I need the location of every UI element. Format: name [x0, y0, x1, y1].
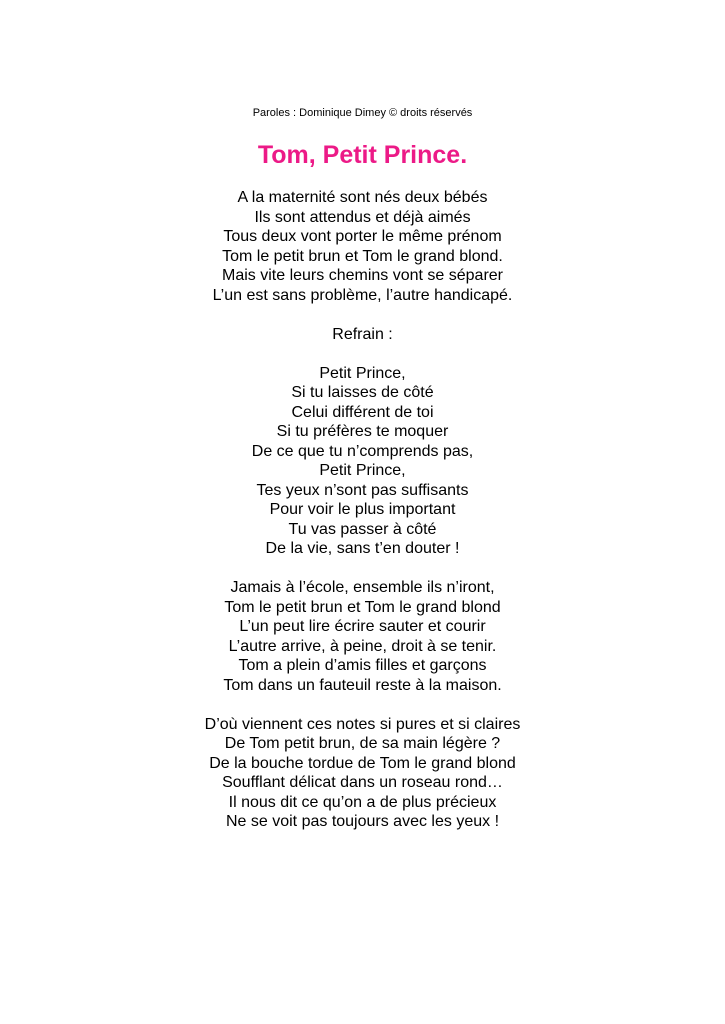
- lyric-line: De Tom petit brun, de sa main légère ?: [224, 735, 501, 752]
- lyric-line: Tom le petit brun et Tom le grand blond.: [222, 247, 503, 265]
- refrain-label: Refrain :: [332, 325, 393, 343]
- stanza-verse-3: [0, 715, 725, 832]
- lyric-line: Si tu laisses de côté: [291, 384, 434, 401]
- lyric-line: Ils sont attendus et déjà aimés: [254, 208, 471, 226]
- lyrics-credits: Paroles : Dominique Dimey © droits réservés: [252, 107, 473, 119]
- lyrics-body: [0, 188, 725, 851]
- lyric-line: Tom le petit brun et Tom le grand blond: [224, 598, 501, 616]
- song-title: Tom, Petit Prince.: [257, 141, 468, 169]
- lyric-line: Mais vite leurs chemins vont se séparer: [222, 267, 503, 284]
- lyric-line: Petit Prince,: [319, 462, 406, 479]
- lyric-line: Soufflant délicat dans un roseau rond…: [222, 774, 503, 791]
- lyric-line: L’un est sans problème, l’autre handicapé.: [212, 286, 513, 304]
- lyric-line: Jamais à l’école, ensemble ils n’iront,: [230, 579, 495, 596]
- stanza-refrain: [0, 364, 725, 559]
- lyric-line: Tes yeux n’sont pas suffisants: [256, 481, 469, 499]
- lyric-line: De la vie, sans t’en douter !: [265, 540, 460, 557]
- lyric-line: De ce que tu n’comprends pas,: [251, 442, 474, 460]
- lyric-line: D’où viennent ces notes si pures et si claires: [204, 715, 521, 733]
- stanza-verse-2: [0, 578, 725, 695]
- lyric-line: Petit Prince,: [319, 364, 406, 382]
- lyric-line: Tom a plein d’amis filles et garçons: [238, 657, 487, 674]
- lyric-line: De la bouche tordue de Tom le grand blond: [209, 754, 516, 772]
- lyric-line: Si tu préfères te moquer: [276, 423, 449, 440]
- lyric-line: Pour voir le plus important: [269, 501, 456, 518]
- lyric-line: Tous deux vont porter le même prénom: [223, 228, 502, 245]
- stanza-refrain-label: [0, 325, 725, 345]
- lyric-line: Celui différent de toi: [291, 403, 434, 421]
- lyric-line: L’un peut lire écrire sauter et courir: [239, 618, 486, 635]
- lyric-line: Tu vas passer à côté: [288, 520, 437, 538]
- lyric-line: Il nous dit ce qu’on a de plus précieux: [228, 793, 497, 811]
- lyric-line: Tom dans un fauteuil reste à la maison.: [223, 676, 502, 694]
- lyric-line: L’autre arrive, à peine, droit à se tenir.: [228, 637, 497, 655]
- lyric-line: Ne se voit pas toujours avec les yeux !: [225, 813, 500, 830]
- stanza-verse-1: [0, 188, 725, 305]
- lyric-line: A la maternité sont nés deux bébés: [237, 189, 488, 206]
